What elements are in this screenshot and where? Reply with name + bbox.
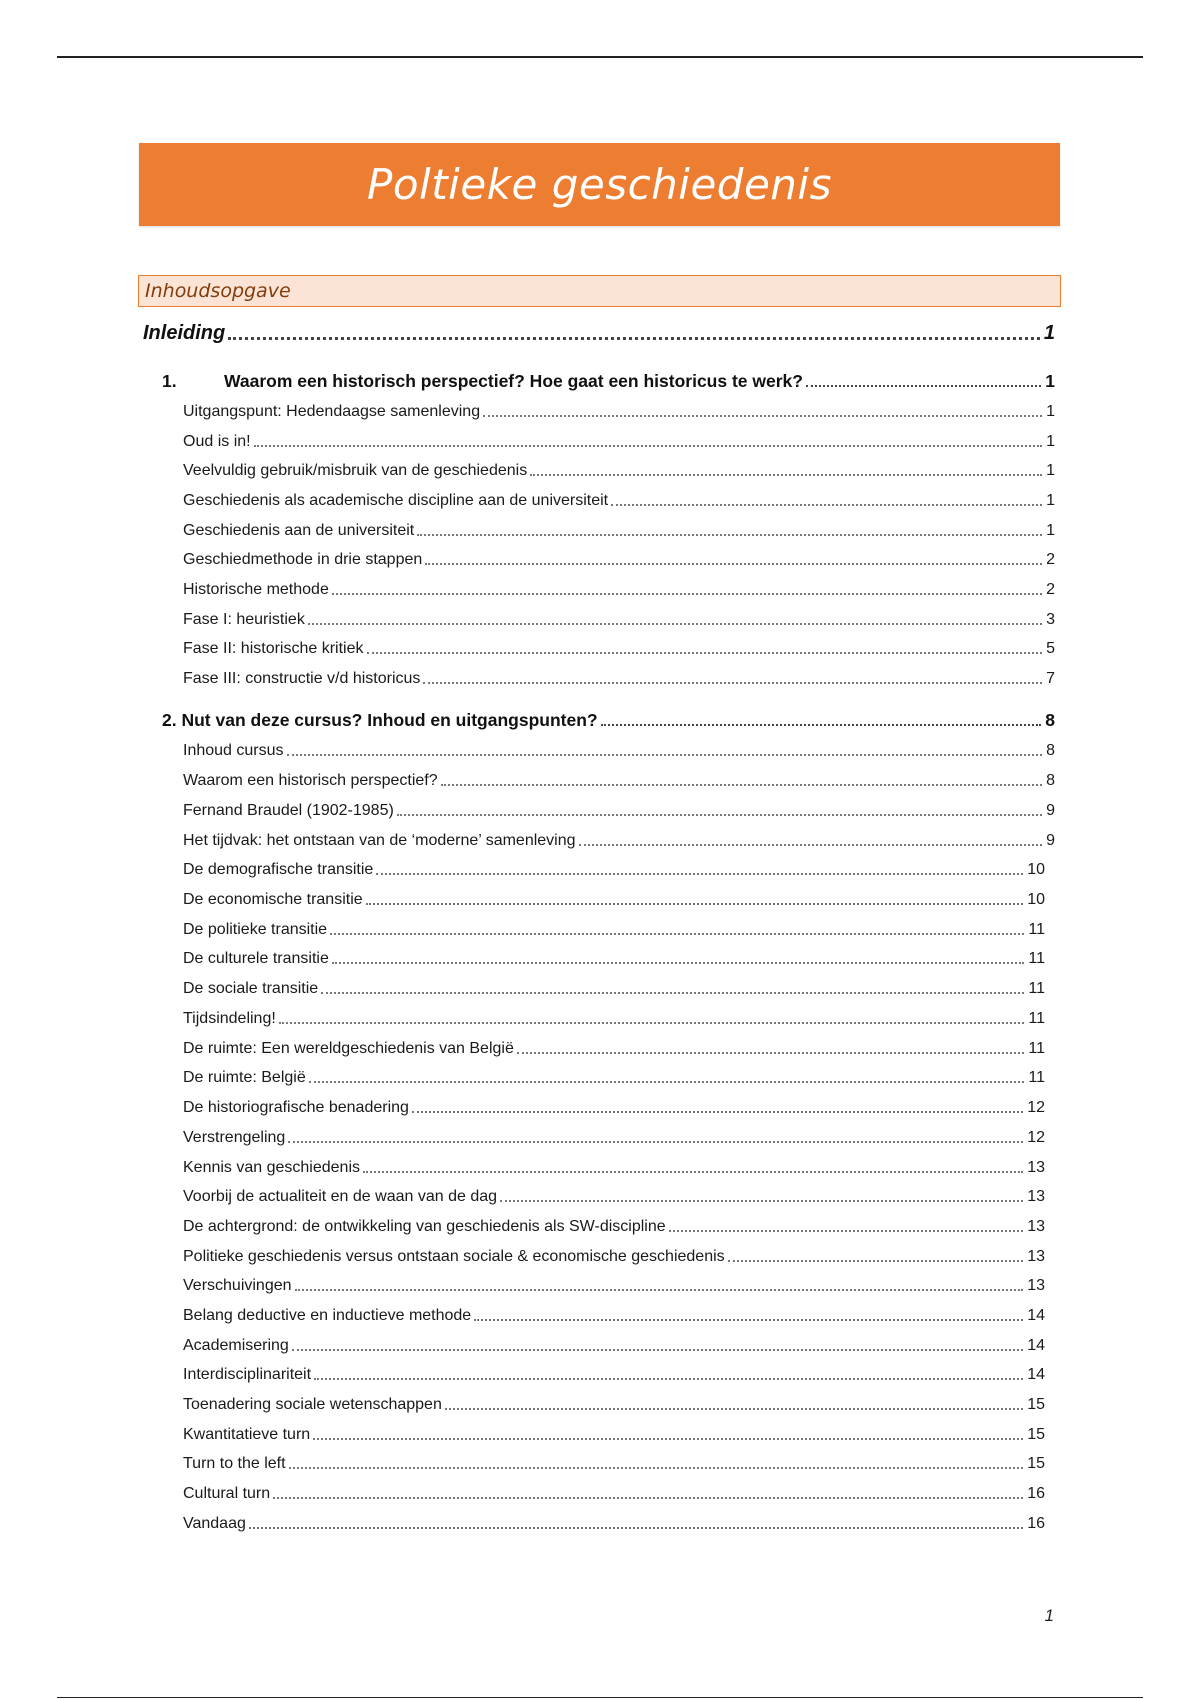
toc-item-label: Verstrengeling [183, 1129, 286, 1146]
toc-item-label: De demografische transitie [183, 861, 374, 878]
toc-entry-page: 1 [1045, 371, 1055, 391]
toc-item[interactable] [183, 950, 1045, 968]
toc-leader [249, 1526, 1023, 1529]
toc-leader [579, 843, 1043, 846]
toc-leader [728, 1259, 1024, 1262]
toc-item[interactable] [183, 1188, 1045, 1206]
toc-item-label: Politieke geschiedenis versus ontstaan sociale & economische geschiedenis [183, 1248, 725, 1265]
toc-heading: Inhoudsopgave [145, 280, 291, 302]
document-title: Poltieke geschiedenis [367, 160, 832, 209]
toc-item-page: 3 [1046, 611, 1055, 628]
toc-item-page: 10 [1027, 861, 1045, 878]
toc-item-page: 11 [1028, 980, 1045, 997]
toc-leader [601, 723, 1042, 726]
toc-item-page: 2 [1046, 581, 1055, 598]
toc-item[interactable] [183, 832, 1055, 850]
toc-item-page: 13 [1027, 1188, 1045, 1205]
toc-item-label: Belang deductive en inductieve methode [183, 1307, 472, 1324]
toc-item-label: De historiografische benadering [183, 1099, 409, 1116]
toc-item[interactable] [183, 1426, 1045, 1444]
toc-leader [806, 384, 1041, 387]
toc-item[interactable] [183, 433, 1055, 451]
toc-leader [330, 932, 1024, 935]
toc-leader [376, 872, 1023, 875]
toc-item-label: Uitgangspunt: Hedendaagse samenleving [183, 403, 481, 420]
toc-item[interactable] [183, 1248, 1045, 1266]
toc-leader [363, 1170, 1023, 1173]
toc-leader [308, 622, 1042, 625]
title-banner [139, 143, 1060, 226]
toc-item[interactable] [183, 1069, 1045, 1087]
toc-item[interactable] [183, 1129, 1045, 1147]
toc-item[interactable] [183, 551, 1055, 569]
toc-item[interactable] [183, 861, 1045, 879]
toc-leader [313, 1437, 1023, 1440]
toc-item-label: De achtergrond: de ontwikkeling van geschiedenis als SW-discipline [183, 1218, 666, 1235]
toc-entry-intro[interactable] [143, 322, 1055, 345]
toc-item-label: Vandaag [183, 1515, 246, 1532]
toc-item-label: Oud is in! [183, 433, 251, 450]
toc-item-page: 15 [1027, 1455, 1045, 1472]
toc-item-page: 1 [1046, 403, 1055, 420]
toc-item-label: Interdisciplinariteit [183, 1366, 312, 1383]
toc-item-label: Verschuivingen [183, 1277, 292, 1294]
toc-item-label: Kwantitatieve turn [183, 1426, 311, 1443]
toc-leader [287, 753, 1043, 756]
toc-leader [474, 1318, 1023, 1321]
toc-item[interactable] [183, 640, 1055, 658]
toc-item-label: Academisering [183, 1337, 289, 1354]
toc-leader [254, 444, 1043, 447]
toc-item-label: Geschiedenis als academische discipline aan de universiteit [183, 492, 609, 509]
toc-chapter-number: 2. [162, 710, 177, 730]
toc-chapter-1[interactable] [162, 371, 1055, 392]
toc-item-label: De ruimte: Een wereldgeschiedenis van België [183, 1040, 514, 1057]
toc-leader [445, 1407, 1023, 1410]
toc-item-page: 8 [1046, 742, 1055, 759]
toc-item[interactable] [183, 742, 1055, 760]
toc-leader [417, 533, 1042, 536]
toc-leader [289, 1466, 1024, 1469]
toc-leader [530, 473, 1042, 476]
toc-chapter-label [162, 371, 803, 392]
toc-item-page: 1 [1046, 462, 1055, 479]
toc-item[interactable] [183, 1307, 1045, 1325]
toc-leader [611, 503, 1042, 506]
toc-item[interactable] [183, 1455, 1045, 1473]
toc-item-page: 8 [1046, 772, 1055, 789]
toc-item-page: 16 [1027, 1515, 1045, 1532]
toc-item-label: Cultural turn [183, 1485, 271, 1502]
toc-leader [309, 1080, 1025, 1083]
toc-item-page: 10 [1027, 891, 1045, 908]
toc-item-page: 15 [1027, 1426, 1045, 1443]
toc-item[interactable] [183, 891, 1045, 909]
toc-item-label: Voorbij de actualiteit en de waan van de dag [183, 1188, 498, 1205]
toc-leader [295, 1288, 1024, 1291]
toc-item-label: Fase II: historische kritiek [183, 640, 364, 657]
toc-item-page: 11 [1028, 1010, 1045, 1027]
toc-item-page: 14 [1027, 1366, 1045, 1383]
toc-item-label: Het tijdvak: het ontstaan van de ‘moderne’ samenleving [183, 832, 576, 849]
page-number: 1 [1044, 1606, 1054, 1625]
toc-leader [441, 783, 1042, 786]
toc-entry-label: Inleiding [143, 322, 226, 344]
toc-item-label: Geschiedenis aan de universiteit [183, 522, 415, 539]
toc-item[interactable] [183, 403, 1055, 421]
toc-item[interactable] [183, 522, 1055, 540]
toc-leader [273, 1496, 1023, 1499]
toc-item-page: 1 [1046, 522, 1055, 539]
toc-item-page: 13 [1027, 1248, 1045, 1265]
toc-item-page: 12 [1027, 1099, 1045, 1116]
toc-item[interactable] [183, 670, 1055, 688]
toc-leader [321, 991, 1024, 994]
toc-item[interactable] [183, 772, 1055, 790]
toc-item-label: Fase III: constructie v/d historicus [183, 670, 421, 687]
toc-item[interactable] [183, 1277, 1045, 1295]
toc-item-page: 5 [1046, 640, 1055, 657]
toc-item-page: 15 [1027, 1396, 1045, 1413]
toc-item[interactable] [183, 1485, 1045, 1503]
toc-leader [423, 681, 1042, 684]
toc-item[interactable] [183, 980, 1045, 998]
toc-item[interactable] [183, 492, 1055, 510]
toc-leader [366, 902, 1024, 905]
toc-item-label: Tijdsindeling! [183, 1010, 276, 1027]
toc-item-page: 11 [1028, 921, 1045, 938]
toc-leader [517, 1051, 1025, 1054]
toc-item[interactable] [183, 1337, 1045, 1355]
toc-item[interactable] [183, 462, 1055, 480]
toc-leader [412, 1110, 1023, 1113]
toc-item-page: 1 [1046, 492, 1055, 509]
toc-leader [332, 961, 1025, 964]
toc-item[interactable] [183, 1396, 1045, 1414]
toc-item-page: 13 [1027, 1277, 1045, 1294]
toc-entry-page: 8 [1045, 710, 1055, 730]
toc-entry-page: 1 [1043, 322, 1055, 344]
toc-item-label: Fernand Braudel (1902-1985) [183, 802, 394, 819]
toc-item-label: Fase I: heuristiek [183, 611, 305, 628]
toc-leader [314, 1377, 1023, 1380]
toc-item-label: Veelvuldig gebruik/misbruik van de geschiedenis [183, 462, 528, 479]
toc-item-page: 11 [1028, 1069, 1045, 1086]
toc-leader [279, 1021, 1025, 1024]
top-rule [57, 56, 1143, 58]
toc-item-label: Historische methode [183, 581, 329, 598]
toc-item-page: 7 [1046, 670, 1055, 687]
toc-leader [425, 562, 1042, 565]
toc-item-label: Geschiedmethode in drie stappen [183, 551, 423, 568]
toc-item-page: 11 [1028, 950, 1045, 967]
toc-item-label: Toenadering sociale wetenschappen [183, 1396, 442, 1413]
toc-leader [397, 813, 1042, 816]
toc-item-page: 1 [1046, 433, 1055, 450]
toc-item-label: Turn to the left [183, 1455, 286, 1472]
toc-item-page: 9 [1046, 802, 1055, 819]
toc-item[interactable] [183, 1040, 1045, 1058]
toc-item-page: 14 [1027, 1337, 1045, 1354]
toc-leader [483, 414, 1042, 417]
toc-item-page: 16 [1027, 1485, 1045, 1502]
toc-leader [500, 1199, 1023, 1202]
toc-chapter-number: 1. [162, 371, 177, 391]
toc-chapter-label [162, 710, 598, 731]
toc-item[interactable] [183, 921, 1045, 939]
toc-chapter-title: Nut van deze cursus? Inhoud en uitgangspunten? [181, 710, 598, 730]
toc-item-label: De culturele transitie [183, 950, 329, 967]
toc-item[interactable] [183, 1366, 1045, 1384]
toc-item-label: Waarom een historisch perspectief? [183, 772, 438, 789]
toc-item-page: 12 [1027, 1129, 1045, 1146]
toc-item[interactable] [183, 1099, 1045, 1117]
toc-item-label: De sociale transitie [183, 980, 319, 997]
toc-item-label: Inhoud cursus [183, 742, 284, 759]
toc-item-page: 11 [1028, 1040, 1045, 1057]
toc-leader [669, 1229, 1024, 1232]
toc-chapter-title: Waarom een historisch perspectief? Hoe gaat een historicus te werk? [224, 371, 803, 391]
toc-leader [332, 592, 1042, 595]
toc-chapter-2[interactable] [162, 710, 1055, 731]
toc-item-page: 2 [1046, 551, 1055, 568]
toc-item-label: Kennis van geschiedenis [183, 1159, 361, 1176]
toc-leader [288, 1140, 1023, 1143]
toc-leader [228, 336, 1040, 340]
toc-leader [367, 651, 1043, 654]
toc-item[interactable] [183, 1159, 1045, 1177]
toc-item-label: De economische transitie [183, 891, 363, 908]
toc-heading-box [138, 275, 1061, 307]
toc-leader [292, 1348, 1023, 1351]
toc-item-page: 9 [1046, 832, 1055, 849]
toc-item[interactable] [183, 1010, 1045, 1028]
toc-item[interactable] [183, 802, 1055, 820]
bottom-rule [57, 1697, 1143, 1698]
toc-item[interactable] [183, 611, 1055, 629]
toc-item-label: De politieke transitie [183, 921, 328, 938]
toc-item-page: 13 [1027, 1159, 1045, 1176]
toc-item-label: De ruimte: België [183, 1069, 306, 1086]
toc-item[interactable] [183, 581, 1055, 599]
toc-item[interactable] [183, 1218, 1045, 1236]
toc-item-page: 13 [1027, 1218, 1045, 1235]
toc-item[interactable] [183, 1515, 1045, 1533]
toc-item-page: 14 [1027, 1307, 1045, 1324]
